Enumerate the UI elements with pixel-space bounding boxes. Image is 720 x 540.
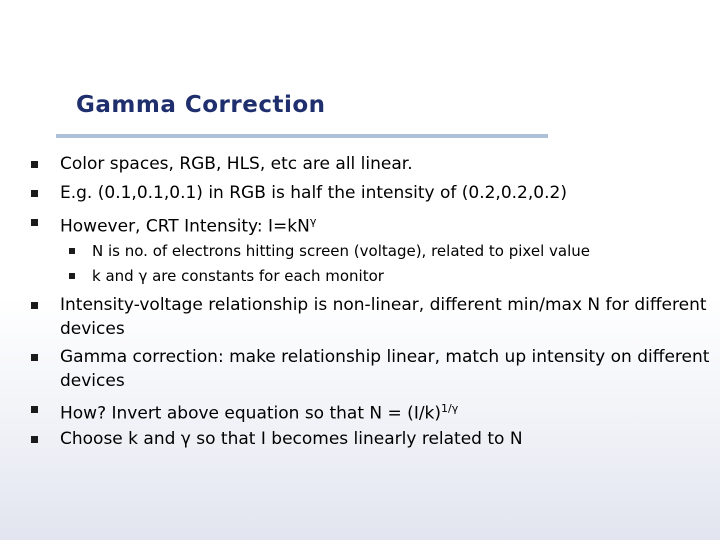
gamma-superscript: γ xyxy=(309,215,317,228)
bullet-text-main: How? Invert above equation so that N = (I/k) xyxy=(60,403,442,424)
bullet-text-main: However, CRT Intensity: I=kN xyxy=(60,216,310,237)
bullet-text xyxy=(60,397,458,426)
square-bullet-icon xyxy=(31,161,38,168)
slide-title: Gamma Correction xyxy=(76,92,326,118)
square-bullet-icon xyxy=(31,354,38,361)
sub-bullet-text: N is no. of electrons hitting screen (voltage), related to pixel value xyxy=(92,242,590,260)
square-bullet-icon xyxy=(31,302,38,309)
inverse-gamma-superscript: 1/γ xyxy=(441,402,459,415)
bullet-text xyxy=(60,210,316,239)
square-bullet-icon xyxy=(31,190,38,197)
sub-bullet-text: k and γ are constants for each monitor xyxy=(92,267,384,285)
title-underline xyxy=(56,134,548,138)
bullet-text: E.g. (0.1,0.1,0.1) in RGB is half the intensity of (0.2,0.2,0.2) xyxy=(60,183,567,203)
square-bullet-icon xyxy=(69,248,75,254)
bullet-text: Gamma correction: make relationship linear, match up intensity on different devices xyxy=(60,347,710,391)
square-bullet-icon xyxy=(31,436,38,443)
square-bullet-icon xyxy=(69,273,75,279)
bullet-text: Intensity-voltage relationship is non-linear, different min/max N for different devices xyxy=(60,295,707,339)
square-bullet-icon xyxy=(31,406,38,413)
square-bullet-icon xyxy=(31,219,38,226)
bullet-text: Color spaces, RGB, HLS, etc are all linear. xyxy=(60,154,413,174)
bullet-text: Choose k and γ so that I becomes linearly related to N xyxy=(60,429,523,449)
